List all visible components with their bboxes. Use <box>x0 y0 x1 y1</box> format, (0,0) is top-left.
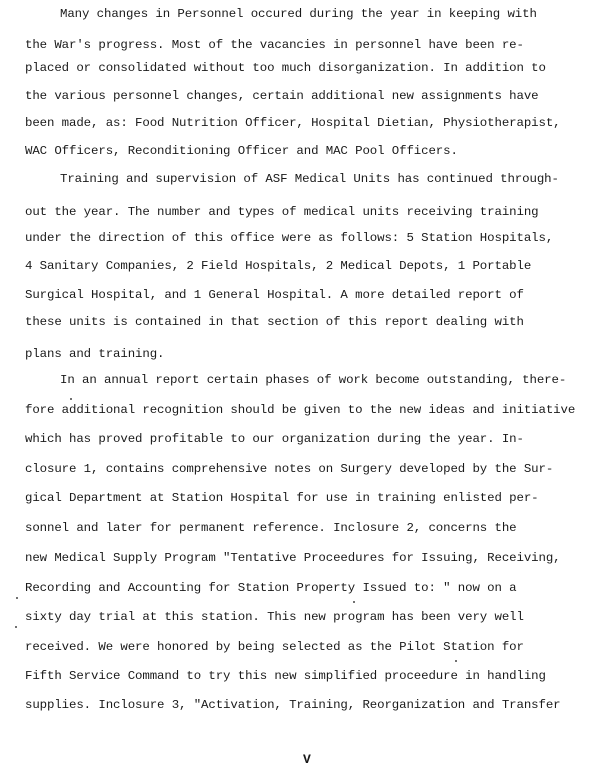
paragraph-3-line-9: sixty day trial at this station. This new program has been very well <box>25 610 524 624</box>
paragraph-1-line-2: the War's progress. Most of the vacancies in personnel have been re- <box>25 38 524 52</box>
scan-speck <box>70 398 72 400</box>
paragraph-2-line-7: plans and training. <box>25 347 165 361</box>
paragraph-2-line-6: these units is contained in that section of this report dealing with <box>25 315 524 329</box>
paragraph-1-line-3: placed or consolidated without too much disorganization. In addition to <box>25 61 546 75</box>
paragraph-1-line-5: been made, as: Food Nutrition Officer, Hospital Dietian, Physiotherapist, <box>25 116 561 130</box>
paragraph-2-line-2: out the year. The number and types of medical units receiving training <box>25 205 539 219</box>
paragraph-3-line-6: sonnel and later for permanent reference. Inclosure 2, concerns the <box>25 521 517 535</box>
scan-speck <box>16 597 18 599</box>
paragraph-1-line-4: the various personnel changes, certain additional new assignments have <box>25 89 539 103</box>
paragraph-3-line-11: Fifth Service Command to try this new simplified proceedure in handling <box>25 669 546 683</box>
scan-speck <box>455 660 457 662</box>
paragraph-2-line-3: under the direction of this office were as follows: 5 Station Hospitals, <box>25 231 554 245</box>
scan-speck <box>15 626 17 628</box>
paragraph-2-line-1: Training and supervision of ASF Medical Units has continued through- <box>60 172 559 186</box>
paragraph-2-line-5: Surgical Hospital, and 1 General Hospital. A more detailed report of <box>25 288 524 302</box>
paragraph-3-line-3: which has proved profitable to our organization during the year. In- <box>25 432 524 446</box>
paragraph-1-line-1: Many changes in Personnel occured during the year in keeping with <box>60 7 537 21</box>
paragraph-1-line-6: WAC Officers, Reconditioning Officer and MAC Pool Officers. <box>25 144 458 158</box>
paragraph-3-line-12: supplies. Inclosure 3, "Activation, Training, Reorganization and Transfer <box>25 698 561 712</box>
paragraph-3-line-4: closure 1, contains comprehensive notes on Surgery developed by the Sur- <box>25 462 554 476</box>
paragraph-3-line-10: received. We were honored by being selected as the Pilot Station for <box>25 640 524 654</box>
paragraph-3-line-5: gical Department at Station Hospital for use in training enlisted per- <box>25 491 539 505</box>
paragraph-3-line-7: new Medical Supply Program "Tentative Proceedures for Issuing, Receiving, <box>25 551 561 565</box>
scan-speck <box>353 601 355 603</box>
paragraph-3-line-8: Recording and Accounting for Station Property Issued to: " now on a <box>25 581 517 595</box>
paragraph-3-line-1: In an annual report certain phases of work become outstanding, there- <box>60 373 567 387</box>
paragraph-3-line-2: fore additional recognition should be given to the new ideas and initiative <box>25 403 576 417</box>
paragraph-2-line-4: 4 Sanitary Companies, 2 Field Hospitals, 2 Medical Depots, 1 Portable <box>25 259 532 273</box>
page-number: V <box>303 752 311 767</box>
